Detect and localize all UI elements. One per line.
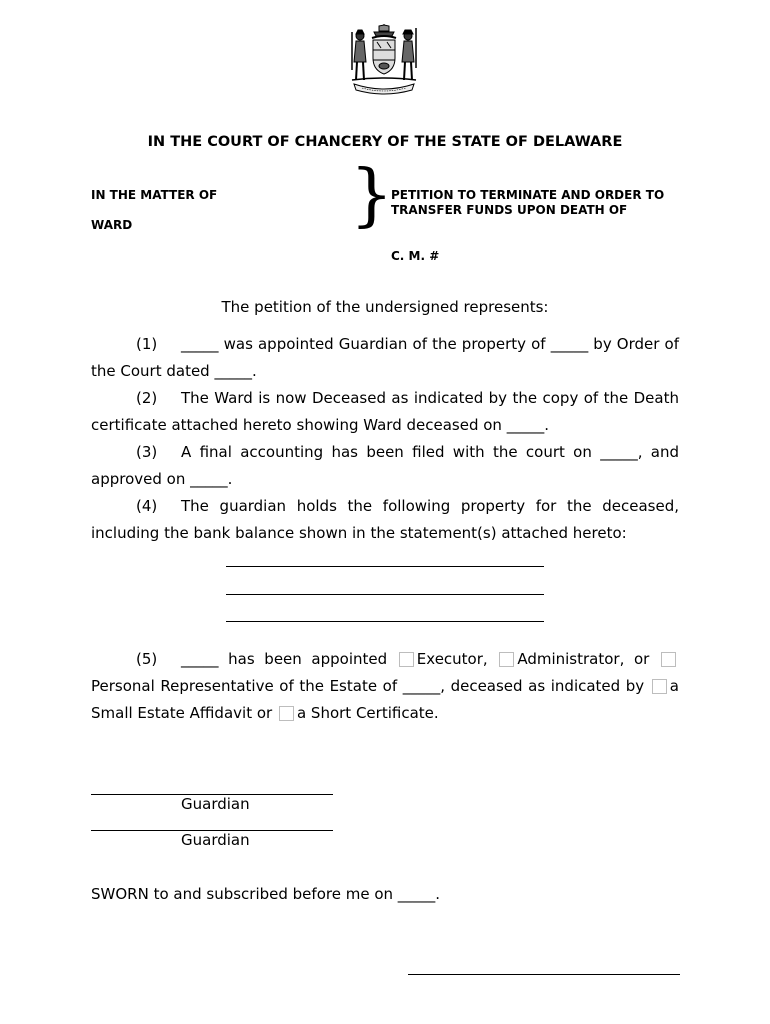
property-entry-line[interactable] [226, 594, 544, 595]
paragraph-2 [91, 385, 679, 439]
paragraph-text: Personal Representative of the Estate of _____, deceased as indicated by [91, 677, 645, 695]
case-number-label: C. M. # [391, 249, 440, 263]
delaware-state-seal-icon [348, 22, 420, 96]
paragraph-4 [91, 493, 679, 547]
small-estate-affidavit-checkbox[interactable] [652, 679, 667, 694]
paragraph-1 [91, 331, 679, 385]
court-title: IN THE COURT OF CHANCERY OF THE STATE OF DELAWARE [147, 134, 623, 150]
paragraph-5 [91, 646, 679, 727]
petition-title-line-1: PETITION TO TERMINATE AND ORDER TO [391, 188, 665, 202]
executor-option-label: Executor, [416, 650, 488, 668]
paragraph-text: The Ward is now Deceased as indicated by the copy of the Death certificate attached hereto showing Ward deceased on _____. [91, 389, 679, 434]
guardian-signature-label-1: Guardian [181, 795, 250, 813]
property-entry-line[interactable] [226, 621, 544, 622]
paragraph-text: A final accounting has been filed with the court on _____, and approved on _____. [91, 443, 679, 488]
guardian-signature-label-2: Guardian [181, 831, 250, 849]
property-entry-line[interactable] [226, 566, 544, 567]
notary-signature-line[interactable] [408, 974, 680, 975]
executor-checkbox[interactable] [399, 652, 414, 667]
petition-intro: The petition of the undersigned represents: [221, 298, 549, 316]
paragraph-number: (3) [136, 443, 158, 461]
petition-title [391, 188, 691, 218]
paragraph-number: (4) [136, 497, 158, 515]
paragraph-text: The guardian holds the following property for the deceased, including the bank balance shown in the statement(s) attached hereto: [91, 497, 679, 542]
paragraph-3 [91, 439, 679, 493]
petition-title-line-2: TRANSFER FUNDS UPON DEATH OF [391, 203, 628, 217]
short-certificate-label: a Short Certificate. [296, 704, 439, 722]
paragraph-number: (1) [136, 335, 158, 353]
in-the-matter-of-label: IN THE MATTER OF [91, 188, 218, 202]
paragraph-text: _____ was appointed Guardian of the property of _____ by Order of the Court dated _____. [91, 335, 679, 380]
short-certificate-checkbox[interactable] [279, 706, 294, 721]
paragraph-number: (5) [136, 650, 158, 668]
sworn-statement: SWORN to and subscribed before me on _____. [91, 885, 441, 903]
administrator-checkbox[interactable] [499, 652, 514, 667]
paragraph-text: _____ has been appointed [181, 650, 388, 668]
small-estate-affidavit-label: a Small Estate Affidavit or [91, 677, 679, 722]
administrator-option-label: Administrator, or [517, 650, 650, 668]
caption-brace: } [350, 156, 394, 235]
personal-representative-checkbox[interactable] [661, 652, 676, 667]
ward-label: WARD [91, 218, 133, 232]
paragraph-number: (2) [136, 389, 158, 407]
